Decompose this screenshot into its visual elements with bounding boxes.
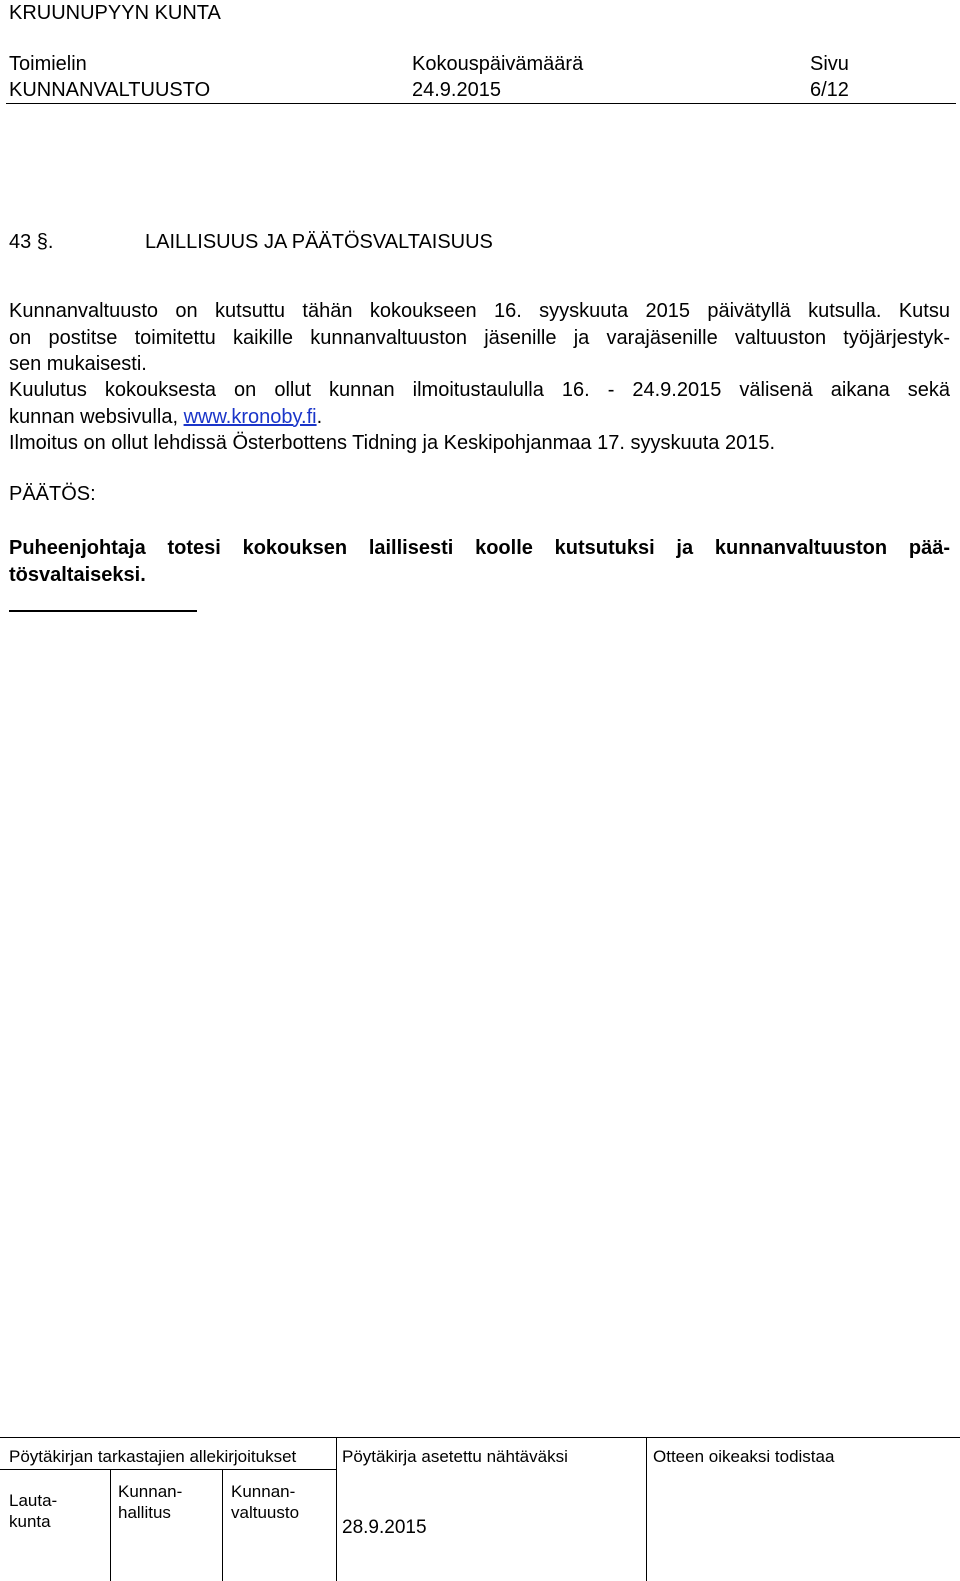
paragraph-newspapers <box>9 430 950 457</box>
label-line: valtuusto <box>231 1503 300 1522</box>
label-line: kunta <box>9 1512 51 1531</box>
paragraph-announcement <box>9 377 950 430</box>
label-line: hallitus <box>118 1503 171 1522</box>
section-title: LAILLISUUS JA PÄÄTÖSVALTAISUUS <box>145 231 493 253</box>
footer-certify-title: Otteen oikeaksi todistaa <box>653 1447 835 1466</box>
footer-divider <box>110 1469 111 1581</box>
paragraph-invitation <box>9 298 950 378</box>
organization-name: KRUUNUPYYN KUNTA <box>9 2 221 24</box>
label-line: Kunnan- <box>118 1482 183 1501</box>
footer-top-border <box>0 1437 960 1438</box>
footer-examiners-title: Pöytäkirjan tarkastajien allekirjoitukset <box>9 1447 297 1466</box>
footer-council-label <box>231 1481 299 1523</box>
decision-line: Puheenjohtaja totesi kokouksen laillisesti koolle kutsutuksi ja kunnanvaltuuston pää- <box>9 537 950 559</box>
footer-divider <box>336 1437 337 1581</box>
paragraph-line: Ilmoitus on ollut lehdissä Österbottens Tidning ja Keskipohjanmaa 17. syyskuuta 2015. <box>9 432 775 454</box>
page-number: 6/12 <box>810 79 849 101</box>
paragraph-line: sen mukaisesti. <box>9 353 147 375</box>
decision-label: PÄÄTÖS: <box>9 483 96 505</box>
paragraph-line: Kunnanvaltuusto on kutsuttu tähän kokoukseen 16. syyskuuta 2015 päivätyllä kutsulla. Kutsu <box>9 300 950 322</box>
footer-display-date: 28.9.2015 <box>342 1517 427 1538</box>
website-link[interactable]: www.kronoby.fi <box>183 405 317 428</box>
decision-text <box>9 535 950 588</box>
meeting-date-value: 24.9.2015 <box>412 79 501 101</box>
organ-label: Toimielin <box>9 53 87 75</box>
link-suffix: . <box>316 405 323 428</box>
paragraph-line-with-link <box>9 404 950 431</box>
footer-government-label <box>118 1481 182 1523</box>
end-rule <box>9 610 197 612</box>
paragraph-line: Kuulutus kokouksesta on ollut kunnan ilmoitustaululla 16. - 24.9.2015 välisenä aikana sekä <box>9 379 950 401</box>
footer-divider <box>646 1437 647 1581</box>
footer-signature-row-border <box>0 1469 336 1470</box>
paragraph-line: on postitse toimitettu kaikille kunnanvaltuuston jäsenille ja varajäsenille valtuuston työjärjestyk- <box>9 326 950 349</box>
link-prefix: kunnan websivulla, <box>9 405 184 428</box>
footer-display-title: Pöytäkirja asetettu nähtäväksi <box>342 1447 568 1466</box>
footer-divider <box>222 1469 223 1581</box>
decision-line: tösvaltaiseksi. <box>9 563 146 586</box>
label-line: Lauta- <box>9 1491 58 1510</box>
organ-value: KUNNANVALTUUSTO <box>9 79 211 101</box>
meeting-date-label: Kokouspäivämäärä <box>412 53 584 75</box>
footer-board-label <box>9 1490 57 1532</box>
header-divider <box>6 103 956 104</box>
label-line: Kunnan- <box>231 1482 296 1501</box>
page-label: Sivu <box>810 53 849 75</box>
section-number: 43 §. <box>9 231 54 253</box>
